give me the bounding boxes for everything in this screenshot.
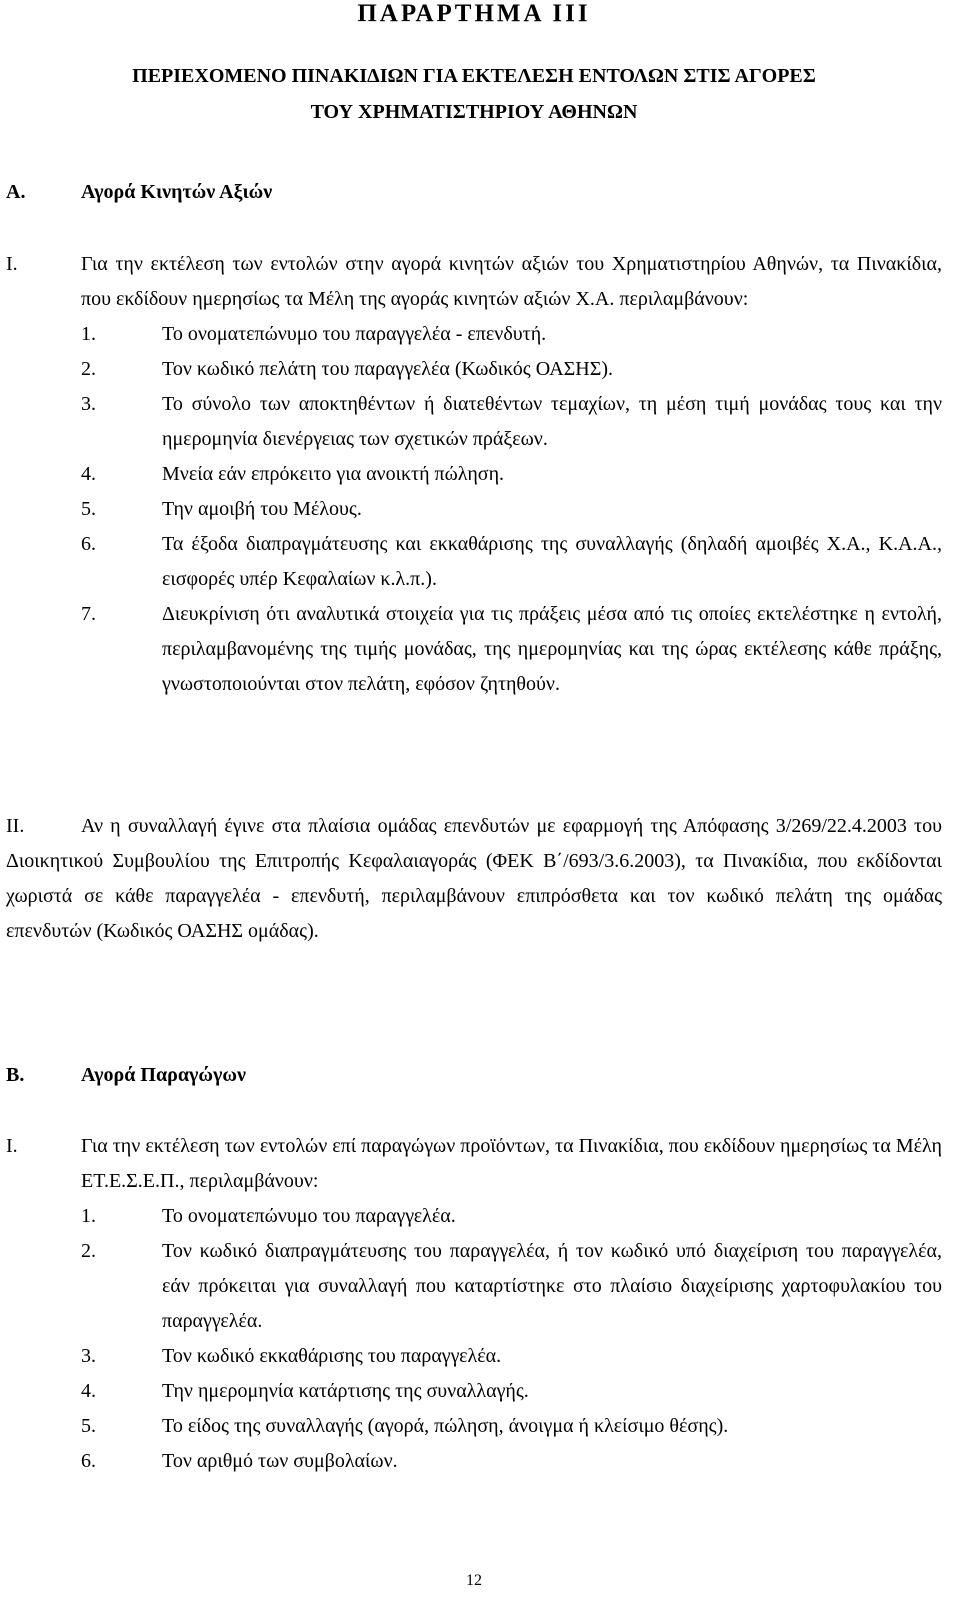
section-a-part-i-roman: Ι. bbox=[6, 253, 18, 275]
heading-line-1: ΠΕΡΙΕΧΟΜΕΝΟ ΠΙΝΑΚΙΔΙΩΝ ΓΙΑ ΕΚΤΕΛΕΣΗ ΕΝΤΟΛΩΝ ΣΤΙΣ ΑΓΟΡΕΣ bbox=[132, 65, 816, 87]
item-text: Τα έξοδα διαπραγμάτευσης και εκκαθάρισης της συναλλαγής (δηλαδή αμοιβές Χ.Α., Κ.Α.Α., εισφορές υπέρ Κεφαλαίων κ.λ.π.). bbox=[162, 533, 942, 590]
list-item bbox=[81, 527, 942, 597]
item-text: Τον κωδικό πελάτη του παραγγελέα (Κωδικός ΟΑΣΗΣ). bbox=[162, 358, 614, 380]
heading-line-2: ΤΟΥ ΧΡΗΜΑΤΙΣΤΗΡΙΟΥ ΑΘΗΝΩΝ bbox=[310, 101, 638, 123]
list-item bbox=[81, 352, 942, 387]
section-a-heading bbox=[6, 175, 272, 210]
section-a-part-ii-text: Αν η συναλλαγή έγινε στα πλαίσια ομάδας επενδυτών με εφαρμογή της Απόφασης 3/269/22.4.2003 του Διοικητικού Συμβουλίου της Επιτροπής Κεφαλαιαγοράς (ΦΕΚ Β΄/693/3.6.2003), τα Πινακίδια, που εκδίδονται χωριστά σε κάθε παραγγελέα - επενδυτή, περιλαμβάνουν επιπρόσθετα και τον κωδικό πελάτη της ομάδας επενδυτών (Κωδικός ΟΑΣΗΣ ομάδας). bbox=[6, 815, 942, 942]
section-b-part-i bbox=[6, 1129, 942, 1479]
section-a-title: Αγορά Κινητών Αξιών bbox=[81, 181, 273, 203]
section-b-letter: Β. bbox=[6, 1064, 25, 1086]
document-title: ΠΑΡΑΡΤΗΜΑ ΙΙΙ bbox=[357, 0, 591, 27]
item-number: 5. bbox=[81, 1415, 96, 1437]
item-number: 7. bbox=[81, 603, 96, 625]
list-item bbox=[81, 492, 942, 527]
section-b-item-list bbox=[81, 1199, 942, 1479]
item-number: 2. bbox=[81, 1240, 96, 1262]
item-number: 6. bbox=[81, 1450, 96, 1472]
section-a-part-i bbox=[6, 247, 942, 702]
section-a-letter: Α. bbox=[6, 181, 26, 203]
list-item bbox=[81, 1409, 942, 1444]
list-item bbox=[81, 1339, 942, 1374]
section-b-heading bbox=[6, 1058, 246, 1093]
list-item bbox=[81, 597, 942, 702]
item-number: 4. bbox=[81, 1380, 96, 1402]
document-page bbox=[6, 0, 942, 1600]
section-a-item-list bbox=[81, 317, 942, 702]
item-text: Τον κωδικό διαπραγμάτευσης του παραγγελέα, ή τον κωδικό υπό διαχείριση του παραγγελέα, εάν πρόκειται για συναλλαγή που καταρτίστηκε στο πλαίσιο διαχείρισης χαρτοφυλακίου του παραγγελέα. bbox=[162, 1240, 942, 1332]
item-number: 5. bbox=[81, 498, 96, 520]
section-a-part-ii bbox=[6, 809, 942, 949]
item-text: Το είδος της συναλλαγής (αγορά, πώληση, άνοιγμα ή κλείσιμο θέσης). bbox=[162, 1415, 729, 1437]
list-item bbox=[81, 1199, 942, 1234]
section-b-part-i-roman: Ι. bbox=[6, 1135, 18, 1157]
list-item bbox=[81, 1234, 942, 1339]
list-item bbox=[81, 387, 942, 457]
list-item bbox=[81, 457, 942, 492]
item-number: 3. bbox=[81, 393, 96, 415]
page-number: 12 bbox=[466, 1572, 482, 1589]
item-text: Την ημερομηνία κατάρτισης της συναλλαγής. bbox=[162, 1380, 529, 1402]
item-text: Τον αριθμό των συμβολαίων. bbox=[162, 1450, 398, 1472]
document-heading bbox=[6, 58, 942, 130]
item-number: 1. bbox=[81, 1205, 96, 1227]
item-number: 3. bbox=[81, 1345, 96, 1367]
list-item bbox=[81, 1374, 942, 1409]
section-b-part-i-intro: Για την εκτέλεση των εντολών επί παραγώγων προϊόντων, τα Πινακίδια, που εκδίδουν ημερησίως τα Μέλη ΕΤ.Ε.Σ.Ε.Π., περιλαμβάνουν: bbox=[81, 1135, 942, 1192]
list-item bbox=[81, 317, 942, 352]
section-a-part-ii-roman: ΙΙ. bbox=[6, 815, 25, 837]
item-text: Το ονοματεπώνυμο του παραγγελέα - επενδυτή. bbox=[162, 323, 547, 345]
item-number: 6. bbox=[81, 533, 96, 555]
section-a-part-i-intro: Για την εκτέλεση των εντολών στην αγορά κινητών αξιών του Χρηματιστηρίου Αθηνών, τα Πινακίδια, που εκδίδουν ημερησίως τα Μέλη της αγοράς κινητών αξιών Χ.Α. περιλαμβάνουν: bbox=[81, 253, 942, 310]
item-text: Την αμοιβή του Μέλους. bbox=[162, 498, 362, 520]
item-number: 4. bbox=[81, 463, 96, 485]
item-text: Μνεία εάν επρόκειτο για ανοικτή πώληση. bbox=[162, 463, 505, 485]
list-item bbox=[81, 1444, 942, 1479]
item-number: 2. bbox=[81, 358, 96, 380]
item-text: Το ονοματεπώνυμο του παραγγελέα. bbox=[162, 1205, 456, 1227]
section-b-title: Αγορά Παραγώγων bbox=[81, 1064, 246, 1086]
item-text: Διευκρίνιση ότι αναλυτικά στοιχεία για τις πράξεις μέσα από τις οποίες εκτελέστηκε η εντολή, περιλαμβανομένης της τιμής μονάδας, της ημερομηνίας και της ώρας εκτέλεσης κάθε πράξης, γνωστοποιούνται στον πελάτη, εφόσον ζητηθούν. bbox=[162, 603, 942, 695]
item-text: Τον κωδικό εκκαθάρισης του παραγγελέα. bbox=[162, 1345, 502, 1367]
item-number: 1. bbox=[81, 323, 96, 345]
item-text: Το σύνολο των αποκτηθέντων ή διατεθέντων τεμαχίων, τη μέση τιμή μονάδας τους και την ημερομηνία διενέργειας των σχετικών πράξεων. bbox=[162, 393, 942, 450]
